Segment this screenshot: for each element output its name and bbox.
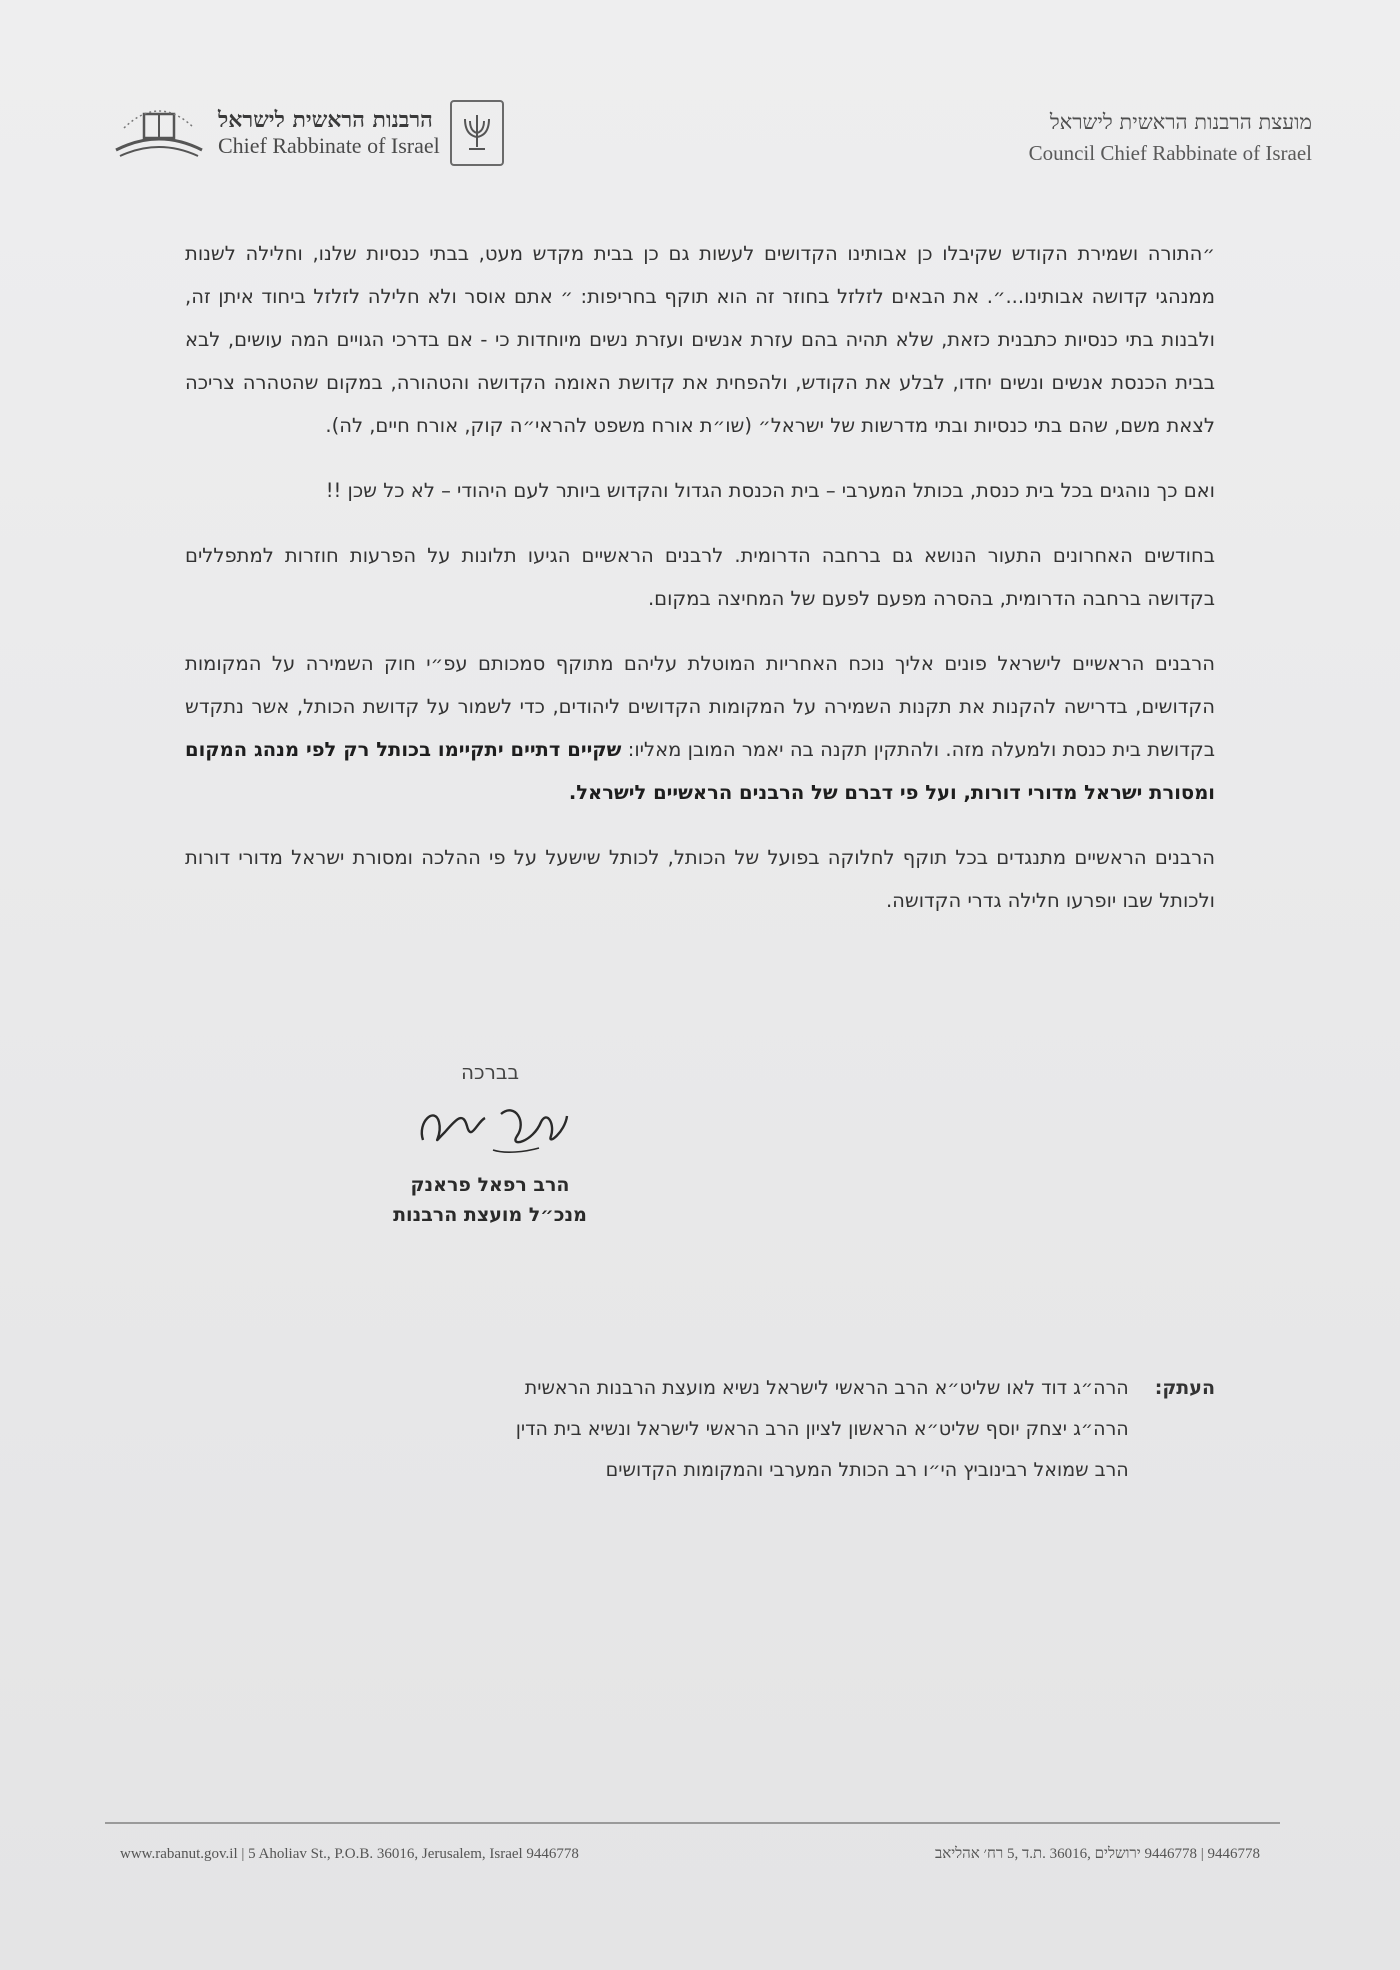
closing-greeting: בברכה: [460, 1060, 520, 1084]
letterhead-left: [110, 98, 504, 168]
cc-list: [516, 1368, 1129, 1491]
paragraph-4: [185, 642, 1215, 814]
rabbinate-seal-icon: [110, 98, 208, 168]
closing-block: [380, 1060, 600, 1226]
letter-body: [185, 232, 1215, 944]
footer: [120, 1846, 1260, 1863]
paragraph-3: בחודשים האחרונים התעור הנושא גם ברחבה הדרומית. לרבנים הראשיים הגיעו תלונות על הפרעות חוזרות למתפללים בקדושה ברחבה הדרומית, בהסרה מפעם לפעם של המחיצה במקום.: [185, 544, 1215, 610]
rabbinate-names: [218, 107, 440, 159]
paragraph-1: ״התורה ושמירת הקודש שקיבלו כן אבותינו הקדושים לעשות גם כן בבית מקדש מעט, בבתי כנסיות שלנו, וחלילה לשנות ממנהגי קדושה אבותינו...״. את הבאים לזלזל בחוזר זה הוא תוקף בחריפות: ״ אתם אוסר ולא חלילה לזלזל ביחוד איתן זה, ולבנות בתי כנסיות כתבנית כזאת, שלא תהיה בהם עזרת אנשים ועזרת נשים מיוחדות כי - אם בדרכי הגויים המה עושים, לבא בבית הכנסת אנשים ונשים יחדו, לבלע את הקודש, ולהפחית את קדושת האומה הקדושה והטהורה, במקום שהטהרה צריכה לצאת משם, שהם בתי כנסיות ובתי מדרשות של ישראל״ (שו״ת אורח משפט להראי״ה קוק, אורח חיים, לה).: [185, 242, 1215, 437]
cc-label: העתק:: [1154, 1377, 1215, 1399]
paragraph-4-emphasis: שקיים דתיים יתקיימו בכותל רק לפי מנהג המקום ומסורת ישראל מדורי דורות, ועל פי דברם של הרבנים הראשיים לישראל.: [185, 738, 1215, 804]
paragraph-2: ואם כך נוהגים בכל בית כנסת, בכותל המערבי – בית הכנסת הגדול והקדוש ביותר לעם היהודי – לא כל שכן !!: [325, 479, 1215, 502]
cc-recipient: הרה״ג דוד לאו שליט״א הרב הראשי לישראל נשיא מועצת הרבנות הראשית: [524, 1377, 1129, 1399]
paragraph-5: הרבנים הראשיים מתנגדים בכל תוקף לחלוקה בפועל של הכותל, לכותל שישעל על פי ההלכה ומסורת ישראל מדורי דורות ולכותל שבו יופרעו חלילה גדרי הקדושה.: [185, 846, 1215, 912]
signatory-title: מנכ״ל מועצת הרבנות: [393, 1204, 587, 1226]
letterhead-right: [1029, 110, 1312, 166]
cc-recipient: הרה״ג יצחק יוסף שליט״א הראשון לציון הרב הראשי לישראל ונשיא בית הדין: [515, 1418, 1129, 1440]
council-name-hebrew: מועצת הרבנות הראשית לישראל: [1049, 110, 1312, 134]
state-emblem-icon: [450, 100, 504, 166]
signatory-name: הרב רפאל פראנק: [410, 1174, 570, 1196]
org-name-hebrew: הרבנות הראשית לישראל: [218, 107, 433, 133]
footer-divider: [105, 1822, 1280, 1824]
council-name-english: Council Chief Rabbinate of Israel: [1028, 141, 1312, 165]
cc-recipient: הרב שמואל רבינוביץ הי״ו רב הכותל המערבי והמקומות הקדושים: [605, 1459, 1129, 1481]
footer-address-english: www.rabanut.gov.il | 5 Aholiav St., P.O.B. 36016, Jerusalem, Israel 9446778: [120, 1846, 579, 1862]
handwritten-signature: [405, 1092, 575, 1162]
footer-address-hebrew: 9446778 | 9446778 ירושלים ,36016 .ת.ד ,5 רח׳ אהליאב: [935, 1846, 1260, 1862]
org-name-english: Chief Rabbinate of Israel: [218, 133, 440, 158]
paragraph-4-text: הרבנים הראשיים לישראל פונים אליך נוכח האחריות המוטלת עליהם מתוקף סמכותם עפ״י חוק השמירה על המקומות הקדושים, בדרישה להקנות את תקנות השמירה על המקומות הקדושים ליהודים, כדי לשמור על קדושת הכותל, אשר נתקדש בקדושת בית כנסת ולמעלה מזה. ולהתקין תקנה בה יאמר המובן מאליו:: [185, 652, 1215, 761]
cc-block: [516, 1368, 1215, 1491]
